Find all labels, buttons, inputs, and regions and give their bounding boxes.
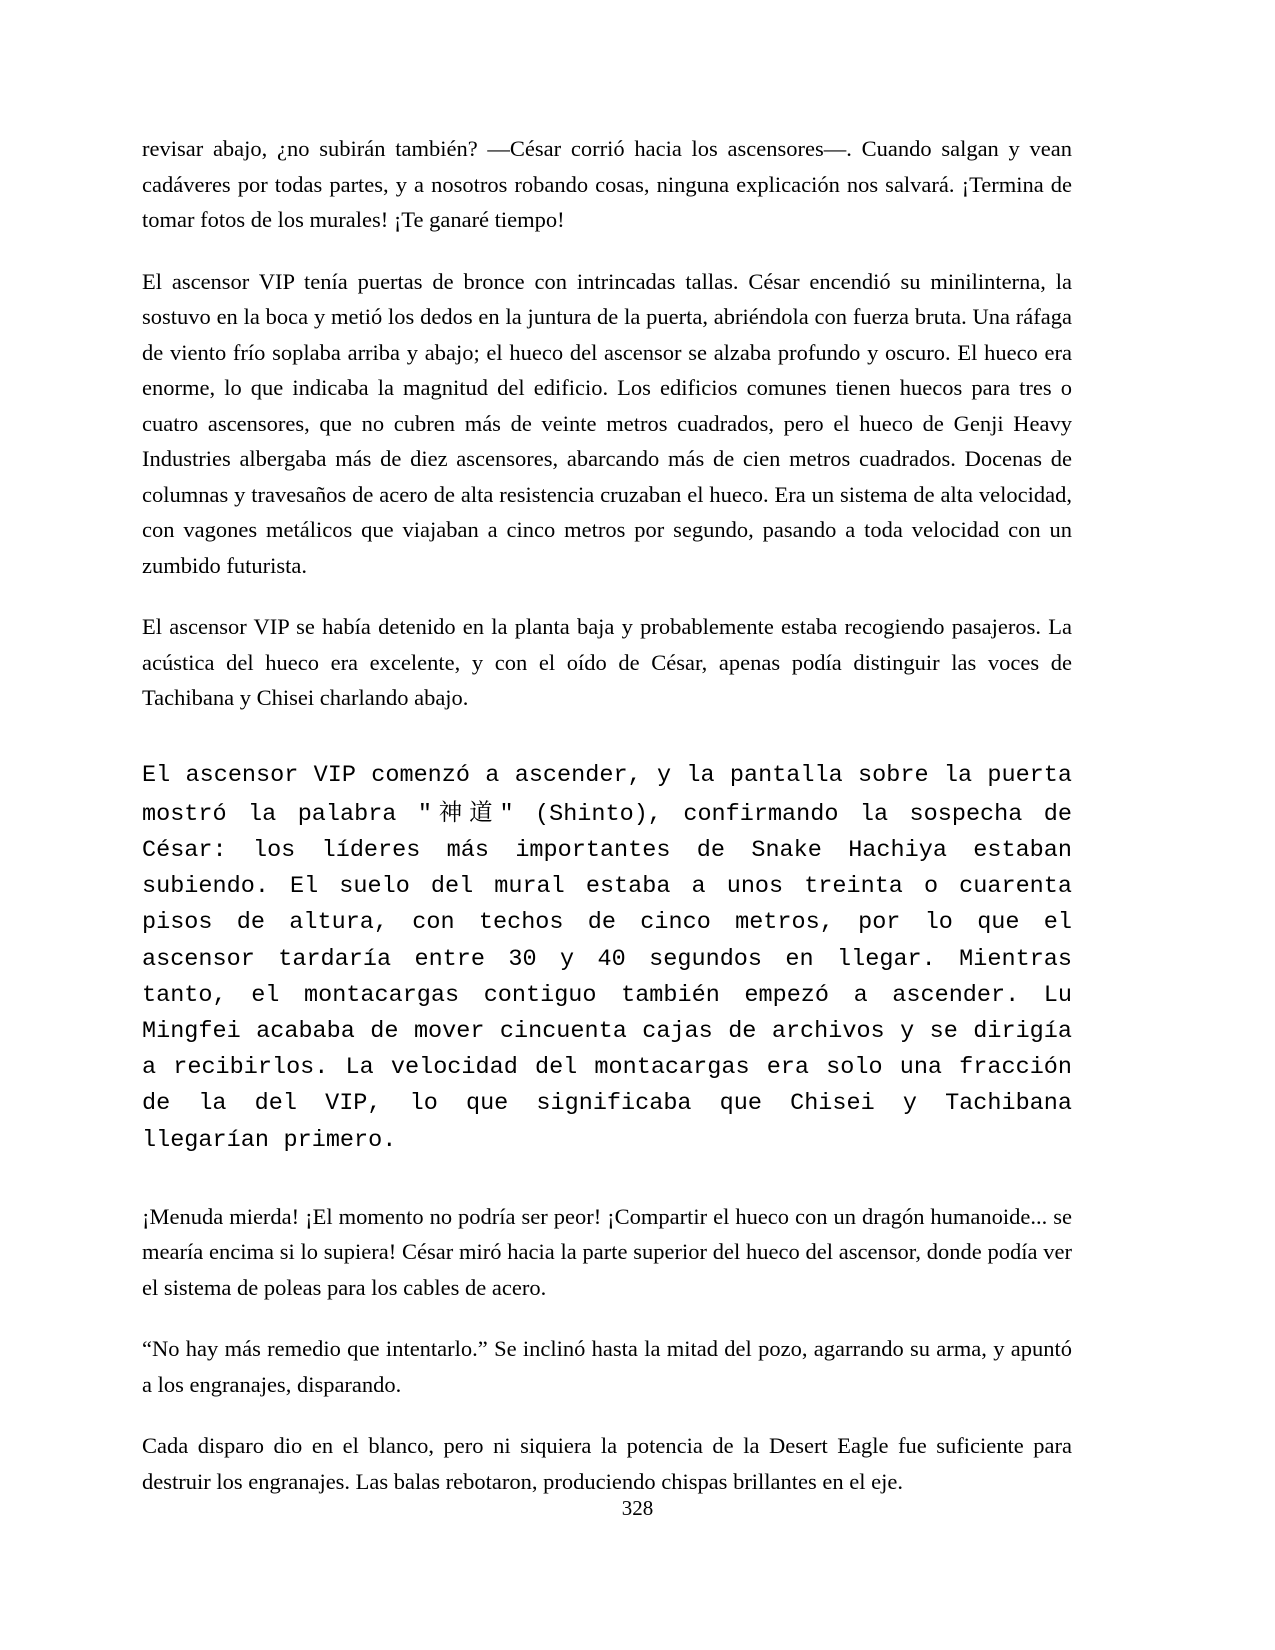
paragraph-7: Cada disparo dio en el blanco, pero ni siquiera la potencia de la Desert Eagle fue suficiente para destruir los engranajes. Las balas rebotaron, produciendo chispas brillantes en el eje. xyxy=(142,1433,1072,1494)
mono-text-after-cjk: " (Shinto), confirmando la sospecha de César: los líderes más importantes de Snake Hachiya estaban subiendo. El suelo del mural estaba a unos treinta o cuarenta pisos de altura, con techos de cinco metros, por lo que el ascensor tardaría entre 30 y 40 segundos en llegar. Mientras tanto, el montacargas contiguo también empezó a ascender. Lu Mingfei acababa de mover cincuenta cajas de archivos y se dirigía a recibirlos. La velocidad del montacargas era solo una fracción de la del VIP, lo que significaba que Chisei y Tachibana llegarían primero. xyxy=(142,800,1073,1154)
page-number: 328 xyxy=(621,1496,654,1520)
paragraph-2: El ascensor VIP tenía puertas de bronce con intrincadas tallas. César encendió su minilinterna, la sostuvo en la boca y metió los dedos en la juntura de la puerta, abriéndola con fuerza bruta. Una ráfaga de viento frío soplaba arriba y abajo; el hueco del ascensor se alzaba profundo y oscuro. El hueco era enorme, lo que indicaba la magnitud del edificio. Los edificios comunes tienen huecos para tres o cuatro ascensores, que no cubren más de veinte metros cuadrados, pero el hueco de Genji Heavy Industries albergaba más de diez ascensores, abarcando más de cien metros cuadrados. Docenas de columnas y travesaños de acero de alta resistencia cruzaban el hueco. Era un sistema de alta velocidad, con vagones metálicos que viajaban a cinco metros por segundo, pasando a toda velocidad con un zumbido futurista. xyxy=(142,268,1072,578)
paragraph-1: revisar abajo, ¿no subirán también? —César corrió hacia los ascensores—. Cuando salgan y vean cadáveres por todas partes, y a nosotros robando cosas, ninguna explicación nos salvará. ¡Termina de tomar fotos de los murales! ¡Te ganaré tiempo! xyxy=(142,136,1072,232)
mono-text-before-cjk: El ascensor VIP comenzó a ascender, y la pantalla sobre la puerta mostró la palabra " xyxy=(142,761,1072,828)
paragraph-5: ¡Menuda mierda! ¡El momento no podría ser peor! ¡Compartir el hueco con un dragón humanoide... se mearía encima si lo supiera! César miró hacia la parte superior del hueco del ascensor, donde podía ver el sistema de poleas para los cables de acero. xyxy=(142,1203,1072,1300)
paragraph-3: El ascensor VIP se había detenido en la planta baja y probablemente estaba recogiendo pasajeros. La acústica del hueco era excelente, y con el oído de César, apenas podía distinguir las voces de Tachibana y Chisei charlando abajo. xyxy=(142,614,1072,710)
mono-block-spacer-top xyxy=(142,742,1072,758)
monospace-paragraph-4 xyxy=(142,758,1072,1159)
paragraph-6: “No hay más remedio que intentarlo.” Se inclinó hasta la mitad del pozo, agarrando su arma, y apuntó a los engranajes, disparando. xyxy=(142,1336,1072,1397)
mono-block-spacer-bottom xyxy=(142,1185,1072,1199)
cjk-shinto-characters: 神道 xyxy=(431,797,500,826)
page-body-text xyxy=(142,131,1072,1499)
